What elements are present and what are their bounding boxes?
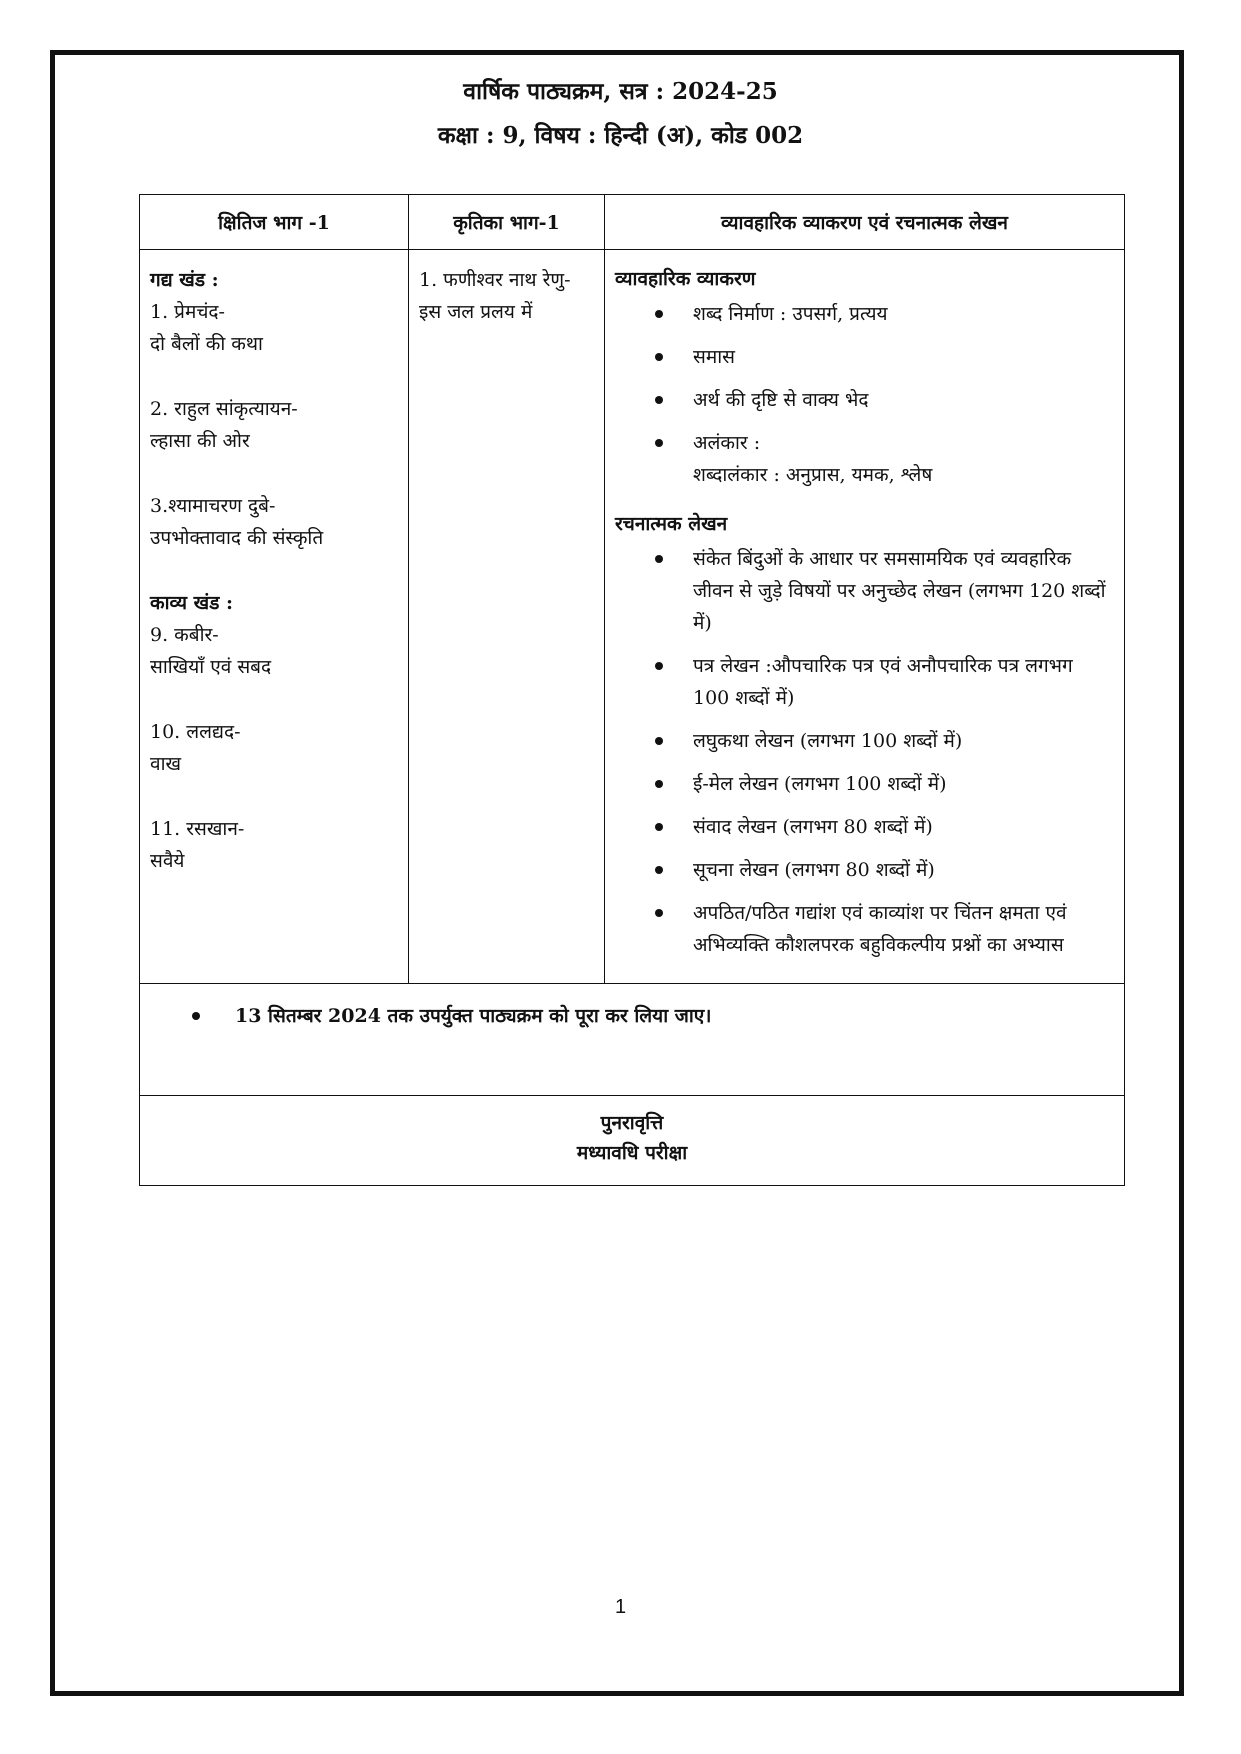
gadya-author: 2. राहुल सांकृत्यायन- [150,398,298,420]
completion-note: 13 सितम्बर 2024 तक उपर्युक्त पाठ्यक्रम को पूरा कर लिया जाए। [235,1005,712,1027]
revision-row [140,1096,1125,1186]
content-row [140,250,1125,984]
list-item: शब्द निर्माण : उपसर्ग, प्रत्यय [693,298,1114,330]
writing-list [615,543,1114,961]
table-header-row [140,195,1125,250]
writing-heading: रचनात्मक लेखन [615,513,728,535]
gadya-work: ल्हासा की ओर [150,430,250,452]
header-kritika: कृतिका भाग-1 [409,195,605,250]
kritika-work: इस जल प्रलय में [419,301,533,323]
note-row [140,984,1125,1096]
list-item: ई-मेल लेखन (लगभग 100 शब्दों में) [693,768,1114,800]
kavya-work: सवैये [150,850,185,872]
header-grammar-writing: व्यावहारिक व्याकरण एवं रचनात्मक लेखन [605,195,1125,250]
alankar-sub: शब्दालंकार : अनुप्रास, यमक, श्लेष [693,464,933,486]
header-kshitij: क्षितिज भाग -1 [140,195,409,250]
list-item: संवाद लेखन (लगभग 80 शब्दों में) [693,811,1114,843]
kritika-cell [409,250,605,984]
gadya-author: 3.श्यामाचरण दुबे- [150,495,276,517]
kavya-work: साखियाँ एवं सबद [150,656,272,678]
list-item: पत्र लेखन :औपचारिक पत्र एवं अनौपचारिक पत्र लगभग 100 शब्दों में) [693,650,1114,714]
list-item [693,427,1114,491]
bullet-icon [192,1012,200,1020]
revision-cell [140,1096,1125,1186]
class-subject-title: कक्षा : 9, विषय : हिन्दी (अ), कोड 002 [437,122,804,149]
midterm-label: मध्यावधि परीक्षा [576,1142,688,1164]
page-number: 1 [614,1596,627,1618]
list-item: संकेत बिंदुओं के आधार पर समसामयिक एवं व्यवहारिक जीवन से जुड़े विषयों पर अनुच्छेद लेखन (लगभग 120 शब्दों में) [693,543,1114,639]
list-item: सूचना लेखन (लगभग 80 शब्दों में) [693,854,1114,886]
revision-label: पुनरावृत्ति [600,1112,664,1134]
grammar-heading: व्यावहारिक व्याकरण [615,268,756,290]
list-item: लघुकथा लेखन (लगभग 100 शब्दों में) [693,725,1114,757]
kavya-heading: काव्य खंड : [150,592,233,614]
gadya-work: उपभोक्तावाद की संस्कृति [150,527,324,549]
list-item: समास [693,341,1114,373]
gadya-heading: गद्य खंड : [150,269,219,291]
grammar-writing-cell [605,250,1125,984]
kshitij-cell [140,250,409,984]
list-item: अर्थ की दृष्टि से वाक्य भेद [693,384,1114,416]
syllabus-title: वार्षिक पाठ्यक्रम, सत्र : 2024-25 [463,78,778,105]
gadya-author: 1. प्रेमचंद- [150,301,225,323]
kavya-author: 11. रसखान- [150,818,245,840]
syllabus-table [139,194,1125,1186]
gadya-work: दो बैलों की कथा [150,333,263,355]
kavya-author: 9. कबीर- [150,624,219,646]
grammar-list [615,298,1114,491]
kritika-author: 1. फणीश्वर नाथ रेणु- [419,269,571,291]
kavya-author: 10. ललद्यद- [150,721,241,743]
list-item: अपठित/पठित गद्यांश एवं काव्यांश पर चिंतन क्षमता एवं अभिव्यक्ति कौशलपरक बहुविकल्पीय प्रश्नों का अभ्यास [693,897,1114,961]
alankar-label: अलंकार : [693,432,761,454]
kavya-work: वाख [150,753,182,775]
completion-note-cell [140,984,1125,1096]
